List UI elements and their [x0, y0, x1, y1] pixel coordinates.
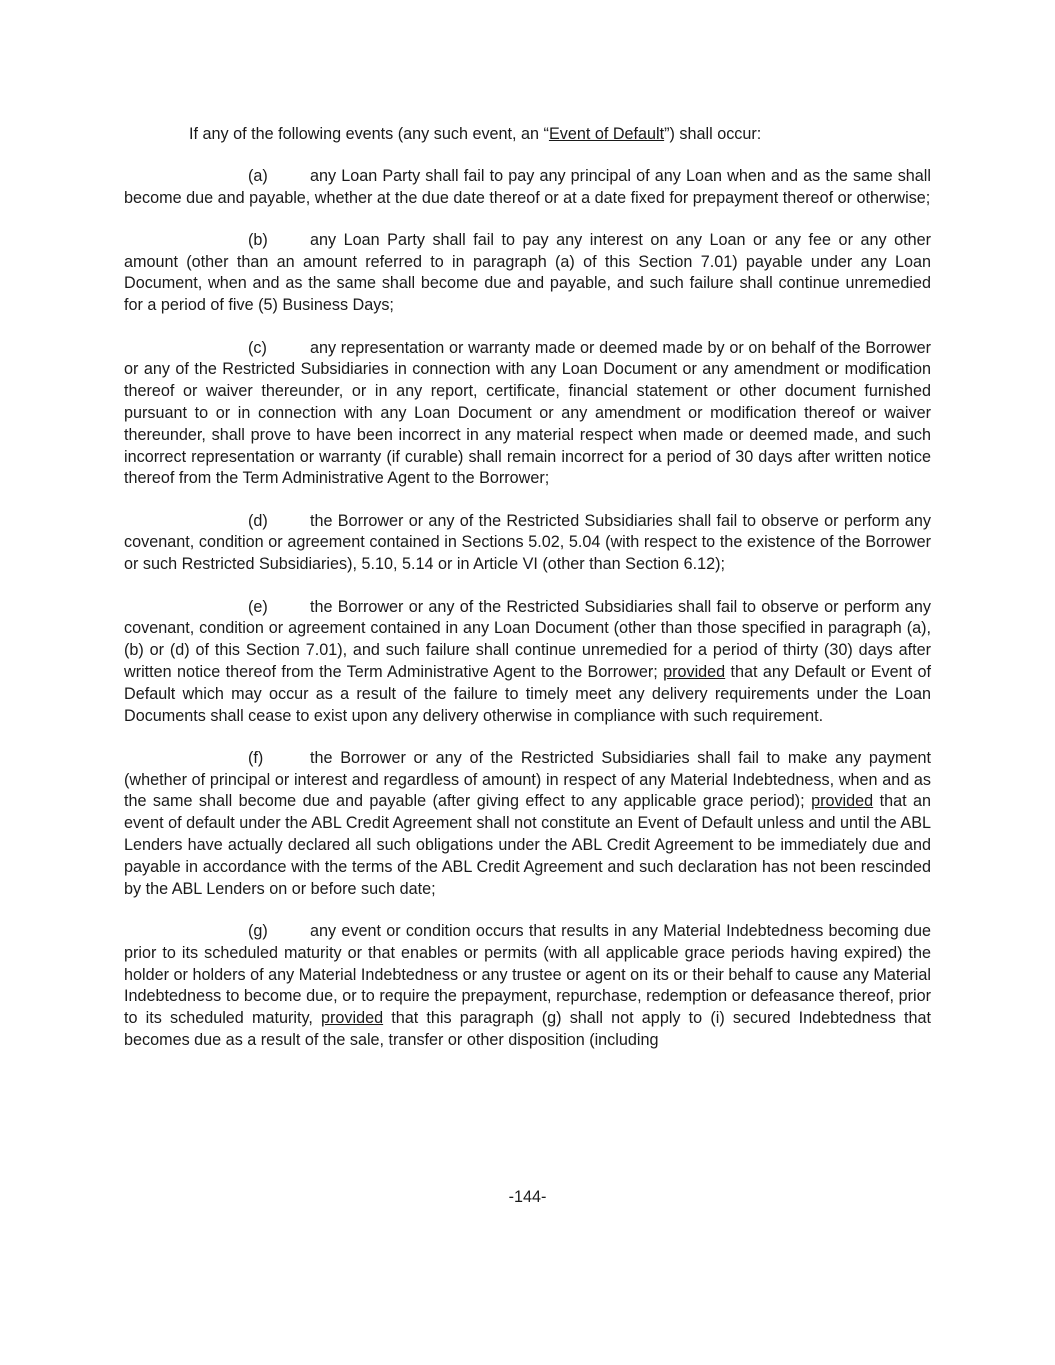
paragraph-a — [124, 166, 931, 210]
paragraph-e — [124, 597, 931, 728]
intro-text-before: If any of the following events (any such event, an “ — [189, 125, 549, 143]
intro-text-after: ”) shall occur: — [664, 125, 762, 143]
paragraph-text: any Loan Party shall fail to pay any principal of any Loan when and as the same shall become due and payable, whether at the due date thereof or at a date fixed for prepayment thereof or otherwise; — [124, 166, 931, 207]
paragraph-text-after: that an event of default under the ABL Credit Agreement shall not constitute an Event of Default unless and until the ABL Lenders have actually declared all such obligations under the ABL Credit Agreement to be immediately due and payable in accordance with the terms of the ABL Credit Agreement and such declaration has not been rescinded by the ABL Lenders on or before such date; — [124, 792, 931, 898]
document-page — [124, 124, 931, 1072]
paragraph-text: the Borrower or any of the Restricted Subsidiaries shall fail to observe or perform any covenant, condition or agreement contained in Sections 5.02, 5.04 (with respect to the existence of the Borrower or such Restricted Subsidiaries), 5.10, 5.14 or in Article VI (other than Section 6.12); — [124, 511, 931, 574]
paragraph-b — [124, 230, 931, 317]
provided-term: provided — [321, 1009, 384, 1028]
paragraph-text-after: that this paragraph (g) shall not apply to (i) secured Indebtedness that becomes due as a result of the sale, transfer or other disposition (including — [124, 1009, 931, 1049]
paragraph-text-before: the Borrower or any of the Restricted Subsidiaries shall fail to observe or perform any covenant, condition or agreement contained in any Loan Document (other than those specified in paragraph (a), (b) or (d) of this Section 7.01), and such failure shall continue unremedied for a period of thirty (30) days after written notice thereof from the Term Administrative Agent to the Borrower; — [124, 597, 931, 681]
intro-paragraph — [124, 124, 931, 146]
paragraph-marker: (f) — [248, 748, 264, 767]
paragraph-d — [124, 511, 931, 576]
provided-term: provided — [811, 792, 874, 811]
defined-term-event-of-default: Event of Default — [548, 125, 665, 143]
paragraph-marker: (a) — [248, 166, 268, 185]
paragraph-marker: (e) — [248, 597, 268, 616]
paragraph-marker: (g) — [248, 921, 268, 940]
paragraph-text-before: the Borrower or any of the Restricted Subsidiaries shall fail to make any payment (whether of principal or interest and regardless of amount) in respect of any Material Indebtedness, when and as the same shall become due and payable (after giving effect to any applicable grace period); — [124, 748, 931, 811]
paragraph-text-before: any event or condition occurs that results in any Material Indebtedness becoming due prior to its scheduled maturity or that enables or permits (with all applicable grace periods having expired) the holder or holders of any Material Indebtedness or any trustee or agent on its or their behalf to cause any Material Indebtedness to become due, or to require the prepayment, repurchase, redemption or defeasance thereof, prior to its scheduled maturity, — [124, 921, 931, 1028]
paragraph-text: any Loan Party shall fail to pay any interest on any Loan or any fee or any other amount (other than an amount referred to in paragraph (a) of this Section 7.01) payable under any Loan Document, when and as the same shall become due and payable, and such failure shall continue unremedied for a period of five (5) Business Days; — [124, 230, 931, 315]
paragraph-text: any representation or warranty made or deemed made by or on behalf of the Borrower or any of the Restricted Subsidiaries in connection with any Loan Document or any amendment or modification thereof or waiver thereunder, or in any report, certificate, financial statement or other document furnished pursuant to or in connection with any Loan Document or any amendment or modification thereof or waiver thereunder, shall prove to have been incorrect in any material respect when made or deemed made, and such incorrect representation or warranty (if curable) shall remain incorrect for a period of 30 days after written notice thereof from the Term Administrative Agent to the Borrower; — [124, 338, 931, 488]
paragraph-marker: (b) — [248, 230, 268, 249]
provided-term: provided — [663, 662, 726, 681]
paragraph-f — [124, 748, 931, 901]
paragraph-g — [124, 921, 931, 1052]
paragraph-text-after: that any Default or Event of Default which may occur as a result of the failure to timely meet any delivery requirements under the Loan Documents shall cease to exist upon any delivery otherwise in compliance with such requirement. — [124, 662, 931, 725]
paragraph-marker: (c) — [248, 338, 267, 357]
page-number: -144- — [508, 1188, 547, 1206]
paragraph-c — [124, 338, 931, 491]
paragraph-marker: (d) — [248, 511, 268, 530]
